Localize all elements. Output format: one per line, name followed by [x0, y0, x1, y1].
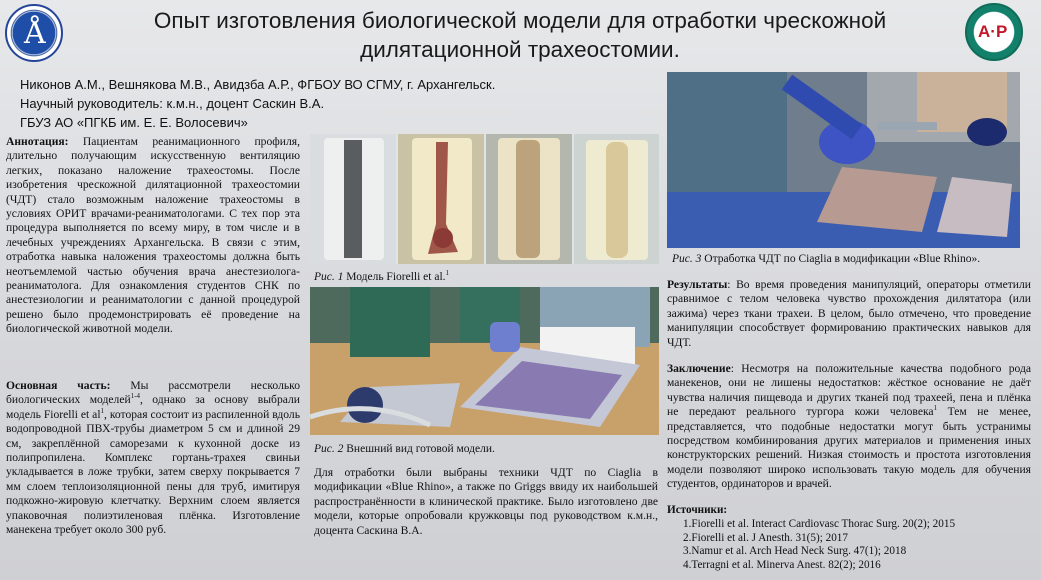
conclusion-paragraph — [667, 362, 1031, 492]
results-section — [667, 278, 1031, 350]
source-item: 1.Fiorelli et al. Interact Cardiovasc Thorac Surg. 20(2); 2015 — [683, 517, 956, 530]
main-part-ref-1: 1-4 — [130, 392, 141, 401]
annotation-section — [6, 135, 300, 337]
figure-3-text: Отработка ЧДТ по Ciaglia в модификации «Blue Rhino». — [701, 253, 981, 265]
source-item: 3.Namur et al. Arch Head Neck Surg. 47(1); 2018 — [683, 545, 907, 558]
results-paragraph — [667, 278, 1031, 350]
main-part-text-1: Мы рассмотрели несколько биологических моделей — [6, 379, 300, 407]
figure-1-caption — [314, 266, 658, 284]
sources-list — [683, 518, 1037, 573]
figure-1-illustration — [310, 134, 659, 264]
results-label: Результаты — [667, 278, 728, 291]
main-part-text-2: , однако за основу выбрали модель Fiorelli et al — [6, 393, 300, 421]
figure-2-text: Внешний вид готовой модели. — [343, 443, 495, 455]
techniques-paragraph: Для отработки были выбраны техники ЧДТ по Ciaglia в модификации «Blue Rhino», а также по Griggs ввиду их наибольшей распространённости в клинической практике. Было изготовлено две модели, которые опробовали кружковцы под руководством к.м.н., доцента Саскина В.А. — [314, 466, 658, 537]
source-item: 4.Terragni et al. Minerva Anest. 82(2); 2016 — [683, 559, 881, 572]
figure-1-photo — [310, 134, 659, 264]
supervisor-line: Научный руководитель: к.м.н., доцент Саскин В.А. — [20, 96, 325, 111]
source-item: 2.Fiorelli et al. J Anesth. 31(5); 2017 — [683, 531, 848, 544]
association-logo-glyph: А·Р — [978, 22, 1008, 41]
sources-label: Источники: — [667, 504, 728, 516]
annotation-text: Пациентам реанимационного профиля, длительно получающим искусственную вентиляцию легких, показано наложение трахеостомы. После изобретения чрескожной дилятационной трахеостомии (ЧДТ) стало возможным наложение трахеостомы в условиях ОРИТ врачами-реаниматологами. С тех пор эта процедура выполняется по всему миру, в том числе и в лечебных учреждениях Архангельска. В связи с этим, отработка навыка наложения трахеостомы должна быть неотъемлемой частью обучения врача анестезиолога-реаниматолога. Для ознакомления студентов СНК по анестезиологии и реаниматологии с данной процедурой решено было продемонстрировать её проведение на биологической животной модели. — [6, 135, 300, 336]
figure-1-label: Рис. 1 — [314, 270, 344, 283]
authors-block — [20, 75, 660, 132]
institution-line: ГБУЗ АО «ПГКБ им. Е. Е. Волосевич» — [20, 115, 248, 130]
conclusion-text-2: Тем не менее, представляется, что подобные недостатки могут быть устранимы посредством комбинирования других материалов и применения иных конструкторских решений. Низкая стоимость и простота изготовления модели позволяют широко использовать такую модель для обучения студентов, ординаторов и врачей. — [667, 405, 1032, 491]
university-logo — [5, 4, 63, 62]
poster-title: Опыт изготовления биологической модели для отработки чрескожной дилятационной трахеостомии. — [153, 8, 887, 62]
annotation-paragraph — [6, 135, 300, 337]
figure-1-text: Модель Fiorelli et al. — [343, 270, 446, 283]
figure-2-photo — [310, 287, 659, 435]
figure-3-label: Рис. 3 — [672, 253, 702, 265]
figure-2-illustration — [310, 287, 659, 435]
figure-3-caption — [672, 252, 1022, 266]
conclusion-ref: 1 — [933, 404, 938, 413]
authors-line: Никонов А.М., Вешнякова М.В., Авидзба А.Р., ФГБОУ ВО СГМУ, г. Архангельск. — [20, 77, 496, 92]
figure-3-illustration — [667, 72, 1020, 248]
university-logo-glyph: Å — [24, 16, 46, 51]
annotation-label: Аннотация: — [6, 135, 69, 148]
conclusion-section — [667, 362, 1031, 492]
main-part-label: Основная часть: — [6, 379, 111, 392]
main-part-ref-2: 1 — [100, 406, 105, 415]
figure-1-ref: 1 — [445, 269, 450, 277]
conclusion-label: Заключение — [667, 362, 731, 375]
figure-2-caption — [314, 442, 658, 456]
sources-section — [667, 504, 1037, 573]
main-part-text-3: , которая состоит из распиленной вдоль водопроводной ПВХ-трубы диаметром 5 см и длиной 29 см, закреплённой саморезами к кухонной доске из полипропилена. Комплекс гортань-трахея свиньи укладывается в ложе трубки, затем сверху покрывается 7 мм слоем теплоизоляционной пены для труб, имитируя подкожно-жировую клетчатку. Верхним слоем является упаковочная полиэтиленовая плёнка. Изготовление манекена требует около 300 руб. — [6, 407, 300, 537]
conclusion-text-1: : Несмотря на положительные качества подобного рода манекенов, они не лишены недостатков: жёсткое основание не даёт чувства наличия пищевода и других тканей под трахеей, пена и плёнка не передают реального тургора кожи человека — [667, 362, 1031, 419]
main-part-paragraph — [6, 379, 300, 537]
results-text: : Во время проведения манипуляций, операторы отметили сравнимое с телом человека чувство прохождения дилятатора (или зажима) через ткани трахеи. В целом, было отмечено, что проведение манипуляции способствует формированию практических навыков для ЧДТ. — [667, 278, 1031, 349]
figure-3-photo — [667, 72, 1020, 248]
main-part-section — [6, 379, 300, 537]
techniques-section — [314, 466, 658, 538]
association-logo — [965, 3, 1023, 61]
figure-2-label: Рис. 2 — [314, 443, 344, 455]
